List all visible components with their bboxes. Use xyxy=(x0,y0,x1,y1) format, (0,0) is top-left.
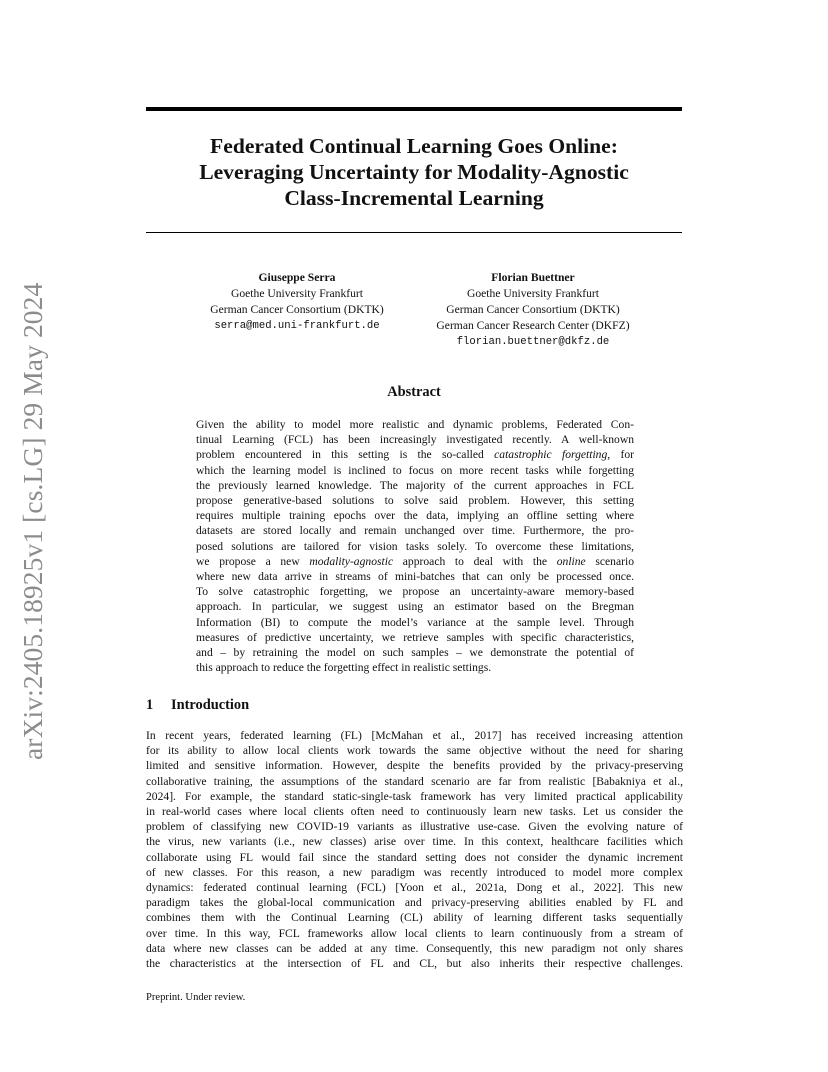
abstract-line xyxy=(196,447,634,462)
author-affiliation: German Cancer Consortium (DKTK) xyxy=(446,303,620,316)
intro-line: combines them with the Continual Learning (CL) ability of learning different tasks sequentially xyxy=(146,911,683,925)
author-email[interactable]: serra@med.uni-frankfurt.de xyxy=(214,320,380,332)
author-affiliation: Goethe University Frankfurt xyxy=(466,287,599,300)
abstract-text: , for xyxy=(607,448,634,462)
abstract-line: and – by retraining the model on such samples – we demonstrate the potential of xyxy=(196,646,634,660)
abstract-emphasis: modality-agnostic xyxy=(309,554,394,568)
intro-line: over time. In this way, FCL frameworks allow local clients to learn continuously from a stream of xyxy=(146,926,683,940)
intro-line: of new classes. For this reason, a new paradigm was recently introduced to model more complex xyxy=(146,865,683,879)
abstract-emphasis: online xyxy=(556,554,586,568)
author-affiliation: German Cancer Research Center (DKFZ) xyxy=(436,319,630,332)
section-title: Introduction xyxy=(171,697,250,713)
abstract-text: we propose a new xyxy=(196,554,310,568)
author-email[interactable]: florian.buettner@dkfz.de xyxy=(456,336,610,348)
abstract-line: this approach to reduce the forgetting effect in realistic settings. xyxy=(196,661,492,675)
abstract-line: tinual Learning (FCL) has been increasingly investigated recently. A well-known xyxy=(196,433,634,447)
section-heading-introduction xyxy=(146,696,249,714)
abstract-body xyxy=(196,417,634,675)
intro-line: 2024]. For example, the standard static-single-task framework has very limited practical applicability xyxy=(146,789,683,803)
intro-line: data where new classes can be added at any time. Consequently, this new paradigm not only shares xyxy=(146,941,683,955)
abstract-emphasis: catastrophic forgetting xyxy=(494,448,608,462)
title-line: Leveraging Uncertainty for Modality-Agnostic xyxy=(199,160,629,184)
abstract-heading: Abstract xyxy=(387,384,441,400)
abstract-line: where new data arrive in streams of mini-batches that can only be processed once. xyxy=(196,570,634,584)
abstract-line: requires multiple training epochs over the data, implying an offline setting where xyxy=(196,509,634,523)
abstract-line: measures of predictive uncertainty, we retrieve samples with specific characteristics, xyxy=(196,630,634,644)
intro-line: problem of classifying new COVID-19 variants as illustrative use-case. Given the evolving nature of xyxy=(146,820,683,834)
abstract-line: propose generative-based solutions to solve said problem. However, this setting xyxy=(196,494,634,508)
intro-line: for its ability to allow local clients work towards the same objective without the need for sharing xyxy=(146,744,683,758)
author-affiliation: German Cancer Consortium (DKTK) xyxy=(210,303,384,316)
intro-line: the virus, new variants (i.e., new classes) arise over time. In this context, healthcare facilities which xyxy=(146,835,683,849)
abstract-text: problem encountered in this setting is the so-called xyxy=(196,448,495,462)
intro-line: collaborative training, the assumptions of the standard scenario are far from realistic [Babakniya et al., xyxy=(146,774,683,788)
abstract-line: To solve catastrophic forgetting, we propose an uncertainty-aware memory-based xyxy=(196,585,634,599)
abstract-line: Given the ability to model more realistic and dynamic problems, Federated Con- xyxy=(196,418,634,431)
title-bottom-rule xyxy=(146,232,682,233)
intro-line: collaborate using FL would fail since the standard setting does not consider the dynamic increment xyxy=(146,850,683,864)
abstract-line: datasets are stored locally and remain unchanged over time. Furthermore, the pro- xyxy=(196,524,634,538)
abstract-line: which the learning model is inclined to focus on more recent tasks while forgetting xyxy=(196,463,634,477)
intro-line: limited and sensitive information. However, despite the benefits provided by the privacy-preserving xyxy=(146,759,683,773)
title-line: Class-Incremental Learning xyxy=(284,186,544,210)
intro-line: paradigm takes the global-local communication and privacy-preserving abilities enabled by FL and xyxy=(146,896,683,910)
abstract-text: approach to deal with the xyxy=(393,554,557,568)
section-number: 1 xyxy=(146,697,154,713)
intro-line: the characteristics at the intersection of FL and CL, but also inherits their respective challenges. xyxy=(146,957,683,971)
title-top-rule xyxy=(146,107,682,111)
author-affiliation: Goethe University Frankfurt xyxy=(230,287,363,300)
author-block-buettner xyxy=(424,270,642,350)
abstract-line: approach. In particular, we suggest using an estimator based on the Bregman xyxy=(196,600,634,614)
intro-line: In recent years, federated learning (FL) [McMahan et al., 2017] has received increasing attention xyxy=(146,729,683,742)
author-name: Florian Buettner xyxy=(491,271,575,284)
author-block-serra xyxy=(190,270,404,334)
author-name: Giuseppe Serra xyxy=(258,271,336,284)
arxiv-identifier: arXiv:2405.18925v1 [cs.LG] 29 May 2024 xyxy=(17,282,48,760)
abstract-line xyxy=(196,554,634,569)
intro-line: in real-world cases where local clients often need to continuously learn new tasks. Let us consider the xyxy=(146,805,683,819)
abstract-line: the previously learned knowledge. The majority of the current approaches in FCL xyxy=(196,478,634,492)
abstract-line: Information (BI) to compute the model’s variance at the sample level. Through xyxy=(196,615,634,629)
abstract-text: scenario xyxy=(585,554,634,568)
intro-line: dynamics: federated continual learning (FCL) [Yoon et al., 2021a, Dong et al., 2022]. This new xyxy=(146,881,683,895)
paper-title xyxy=(146,133,682,211)
introduction-body xyxy=(146,728,683,971)
preprint-note: Preprint. Under review. xyxy=(146,992,246,1003)
abstract-line: posed solutions are tailored for vision tasks solely. To overcome these limitations, xyxy=(196,539,634,553)
title-line: Federated Continual Learning Goes Online: xyxy=(210,134,618,158)
